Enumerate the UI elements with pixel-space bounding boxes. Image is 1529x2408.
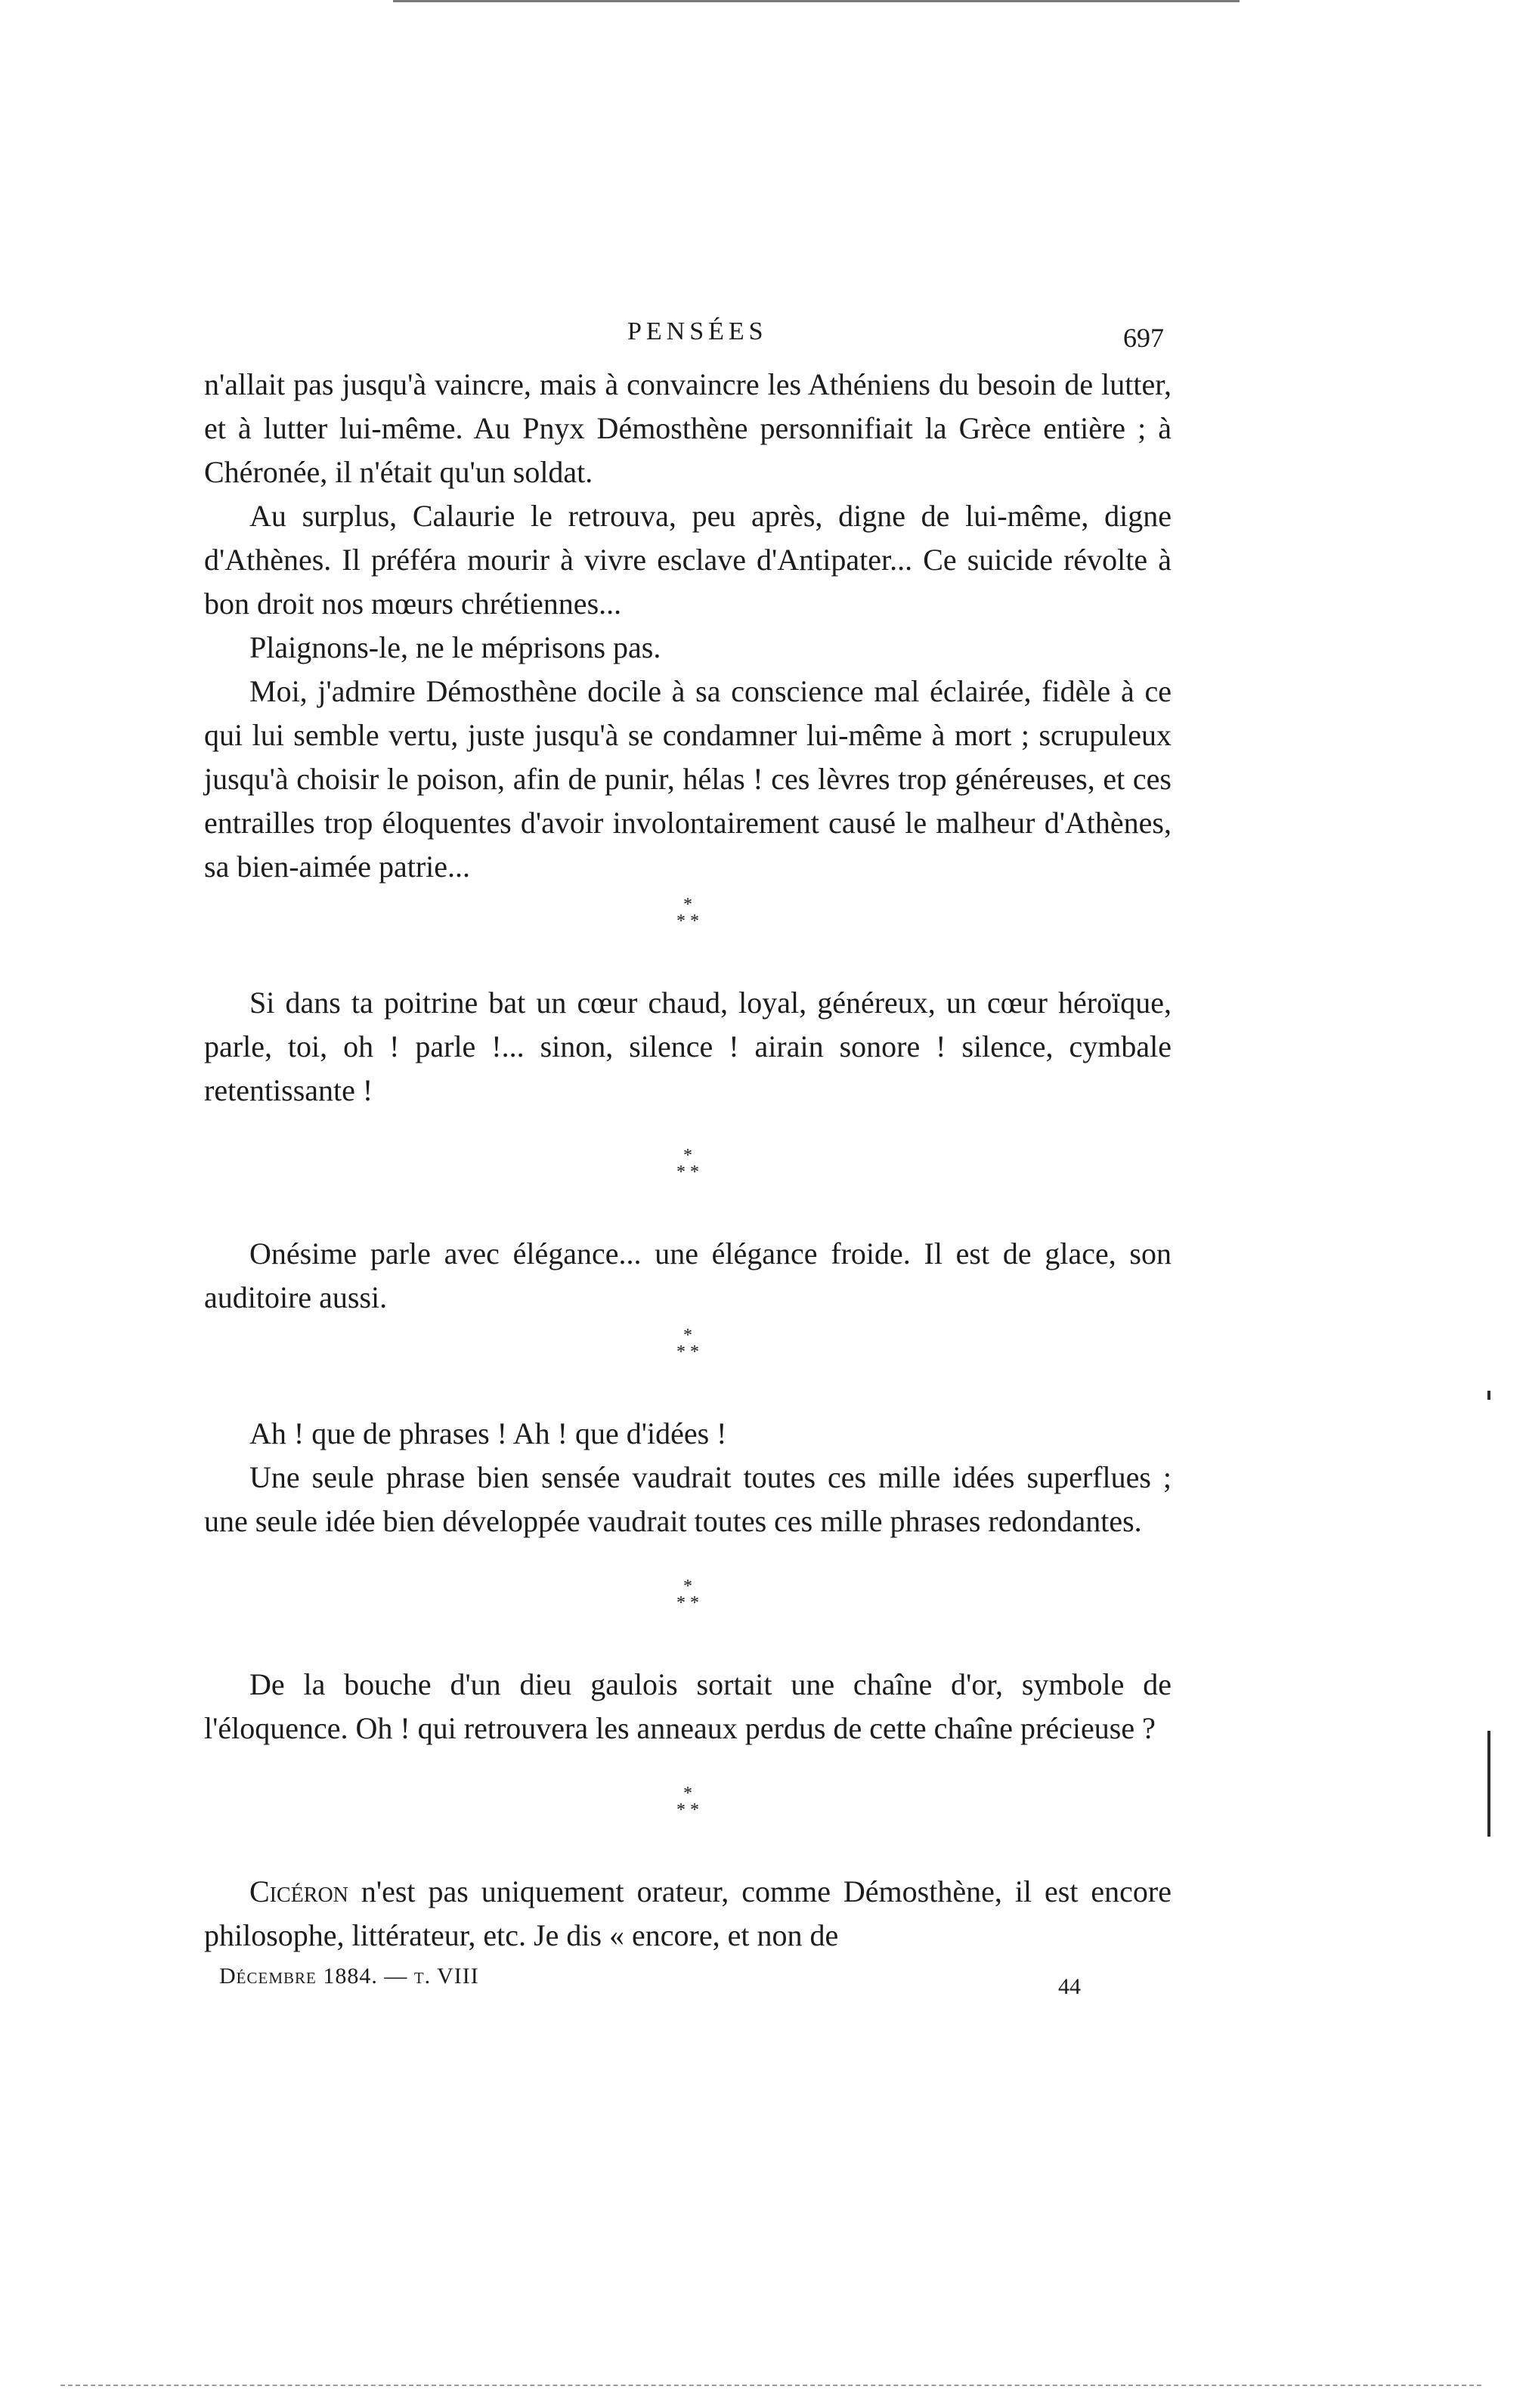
asterism-top: * — [683, 1784, 692, 1803]
asterism-top: * — [683, 1326, 692, 1345]
paragraph: Moi, j'admire Démosthène docile à sa conscience mal éclairée, fidèle à ce qui lui semble vertu, juste jusqu'à se condamner lui-même à mort ; scrupuleux jusqu'à choisir le poison, afin de punir, hélas ! ces lèvres trop généreuses, et ces entrailles trop éloquentes d'avoir involontairement causé le malheur d'Athènes, sa bien-aimée patrie... — [204, 674, 1172, 884]
asterism-top: * — [683, 1577, 692, 1596]
asterism-top: * — [683, 895, 692, 915]
asterism-bottom: * * — [676, 1342, 699, 1362]
asterism-bottom: * * — [676, 1800, 699, 1820]
book-page — [204, 302, 1172, 2009]
asterism — [204, 1578, 1172, 1611]
signature-mark: 44 — [1058, 1974, 1081, 1999]
asterism — [204, 1785, 1172, 1818]
asterism — [204, 896, 1172, 930]
paragraph: Si dans ta poitrine bat un cœur chaud, loyal, généreux, un cœur héroïque, parle, toi, oh ! parle !... sinon, silence ! airain sonore ! silence, cymbale retentissante ! — [204, 986, 1172, 1107]
paragraph: Plaignons-le, ne le méprisons pas. — [249, 630, 661, 664]
edge-mark — [1487, 1731, 1490, 1837]
running-head — [204, 317, 1172, 363]
paragraph: Ah ! que de phrases ! Ah ! que d'idées ! — [249, 1416, 727, 1450]
paragraph-text: n'est pas uniquement orateur, comme Démosthène, il est encore philosophe, littérateur, etc. Je dis « encore, et non de — [204, 1874, 1172, 1952]
author-name: Cicéron — [249, 1874, 348, 1908]
page-number: 697 — [1123, 323, 1164, 353]
running-title: PENSÉES — [627, 317, 768, 345]
asterism-top: * — [683, 1146, 692, 1165]
asterism — [204, 1327, 1172, 1360]
paragraph — [204, 1870, 1172, 1958]
paragraph: Une seule phrase bien sensée vaudrait toutes ces mille idées superflues ; une seule idée bien développée vaudrait toutes ces mille phrases redondantes. — [204, 1460, 1172, 1538]
paragraph: Au surplus, Calaurie le retrouva, peu après, digne de lui-même, digne d'Athènes. Il préféra mourir à vivre esclave d'Antipater... Ce suicide révolte à bon droit nos mœurs chrétiennes... — [204, 499, 1172, 621]
asterism-bottom: * * — [676, 1593, 699, 1613]
bottom-border-line — [60, 2385, 1481, 2388]
issue-date: Décembre 1884. — t. VIII — [219, 1964, 479, 1989]
asterism — [204, 1147, 1172, 1181]
paragraph: n'allait pas jusqu'à vaincre, mais à convaincre les Athéniens du besoin de lutter, et à lutter lui-même. Au Pnyx Démosthène personnifiait la Grèce entière ; à Chéronée, il n'était qu'un soldat. — [204, 367, 1172, 489]
paragraph: Onésime parle avec élégance... une élégance froide. Il est de glace, son auditoire aussi. — [204, 1236, 1172, 1314]
edge-mark — [1487, 1391, 1490, 1400]
asterism-bottom: * * — [676, 1162, 699, 1182]
page-footer — [204, 1964, 1172, 2009]
paragraph: De la bouche d'un dieu gaulois sortait une chaîne d'or, symbole de l'éloquence. Oh ! qui retrouvera les anneaux perdus de cette chaîne précieuse ? — [204, 1667, 1172, 1745]
asterism-bottom: * * — [676, 912, 699, 931]
top-border-line — [393, 0, 1240, 2]
